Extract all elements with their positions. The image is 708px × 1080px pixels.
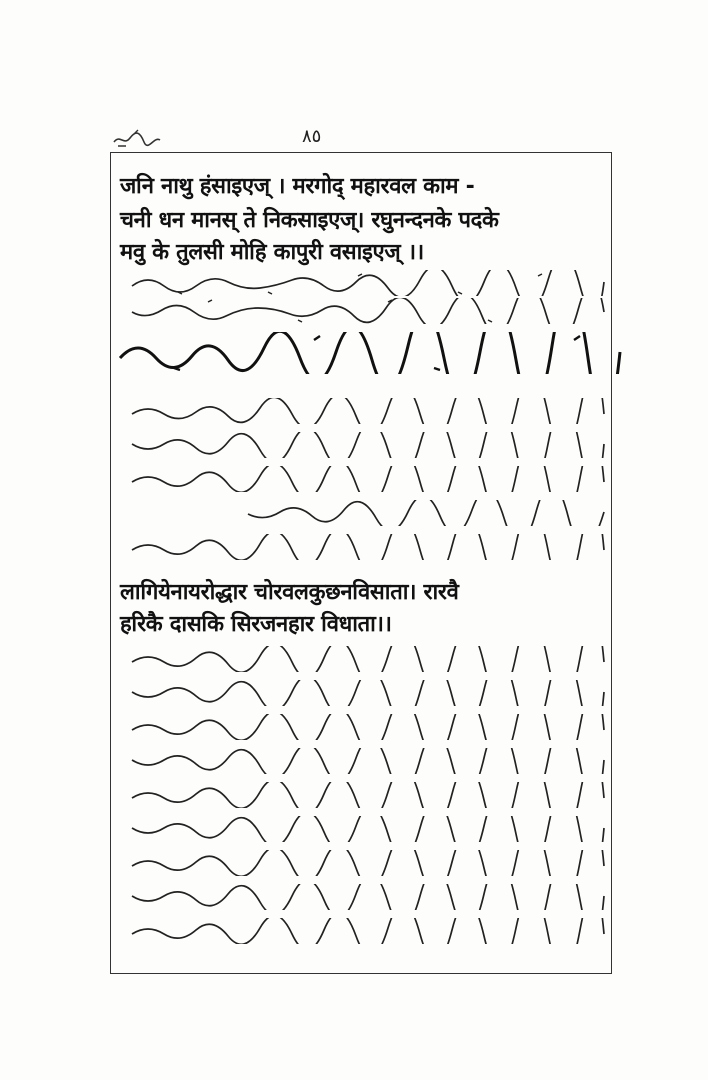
urdu-script-line	[128, 782, 608, 808]
urdu-script-line	[128, 714, 608, 740]
devanagari-line-1: जनि नाथु हंसाइएज् । मरगोद् महारवल काम -	[120, 174, 475, 199]
devanagari-line-4: लागियेनायरोद्धार चोरवलकुछनविसाता। रारवै	[120, 580, 459, 605]
urdu-script-line	[128, 466, 608, 492]
urdu-script-line	[128, 534, 608, 560]
urdu-script-line	[128, 816, 608, 842]
urdu-script-line	[128, 646, 608, 672]
urdu-script-line	[128, 748, 608, 774]
handwritten-running-head	[112, 128, 162, 150]
urdu-script-line	[128, 918, 608, 944]
urdu-script-line	[128, 850, 608, 876]
page-number: ٨٥	[302, 126, 322, 147]
urdu-script-line	[128, 680, 608, 706]
urdu-heading	[114, 332, 624, 374]
urdu-script-line	[128, 500, 608, 526]
urdu-script-line	[128, 432, 608, 458]
urdu-script-line	[128, 398, 608, 424]
urdu-script-line	[128, 884, 608, 910]
urdu-script-line	[128, 298, 608, 324]
urdu-script-line	[128, 270, 608, 296]
devanagari-line-2: चनी धन मानस् ते निकसाइएज्। रघुनन्दनके पदके	[120, 208, 499, 233]
devanagari-line-5: हरिकै दासकि सिरजनहार विधाता।।	[120, 612, 392, 637]
devanagari-line-3: मवु के तुलसी मोहि कापुरी वसाइएज् ।।	[120, 240, 424, 265]
